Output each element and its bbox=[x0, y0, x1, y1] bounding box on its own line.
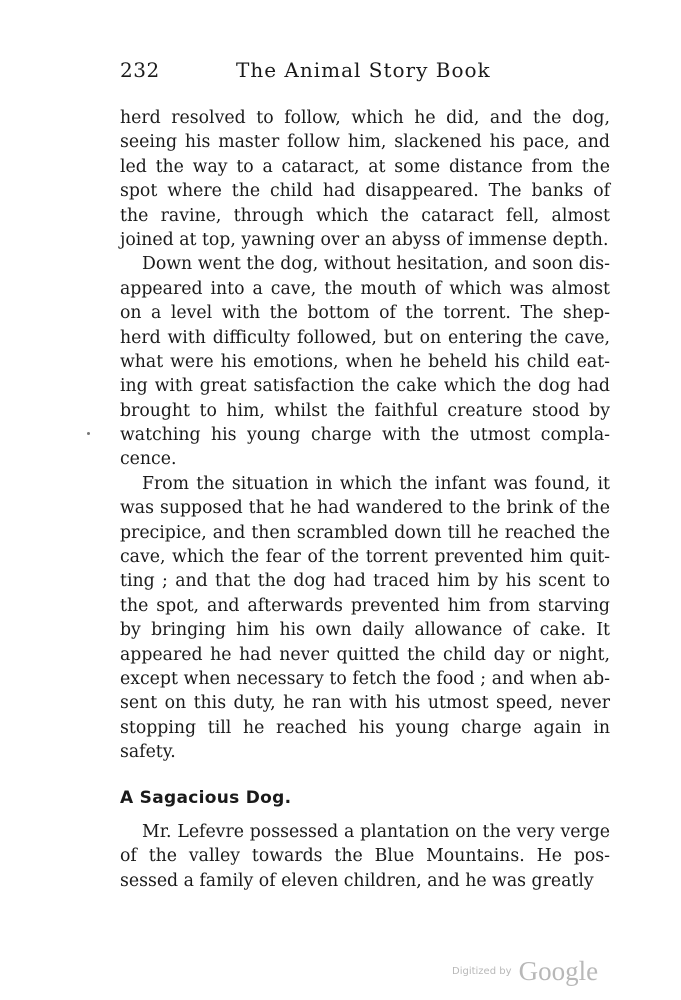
google-logo: Google bbox=[518, 956, 599, 986]
text-line: led the way to a cataract, at some distance from the bbox=[120, 156, 610, 177]
text-line: Down went the dog, without hesitation, and soon dis- bbox=[142, 254, 610, 275]
text-line: the ravine, through which the cataract fell, almost bbox=[120, 205, 610, 226]
text-line: cave, which the fear of the torrent prevented him quit- bbox=[120, 547, 610, 568]
text-line: From the situation in which the infant was found, it bbox=[142, 473, 610, 494]
text-line: sessed a family of eleven children, and he was greatly bbox=[120, 870, 594, 891]
text-line: of the valley towards the Blue Mountains. He pos- bbox=[120, 846, 610, 867]
text-line: herd with difficulty followed, but on entering the cave, bbox=[120, 327, 610, 348]
text-line: precipice, and then scrambled down till he reached the bbox=[120, 522, 610, 543]
text-line: the spot, and afterwards prevented him from starving bbox=[120, 595, 610, 616]
text-line: appeared into a cave, the mouth of which was almost bbox=[120, 278, 610, 299]
text-line: what were his emotions, when he beheld his child eat- bbox=[120, 351, 610, 372]
watermark-prefix: Digitized by bbox=[452, 966, 512, 977]
main-text-block bbox=[120, 106, 610, 765]
text-line: by bringing him his own daily allowance of cake. It bbox=[120, 620, 610, 641]
paragraph bbox=[120, 820, 610, 893]
page-number: 232 bbox=[120, 58, 160, 82]
text-line: spot where the child had disappeared. The banks of bbox=[120, 181, 610, 202]
text-line: brought to him, whilst the faithful creature stood by bbox=[120, 400, 610, 421]
text-line: joined at top, yawning over an abyss of immense depth. bbox=[120, 229, 609, 250]
running-title: The Animal Story Book bbox=[236, 58, 491, 82]
page-header bbox=[120, 58, 610, 88]
text-line: seeing his master follow him, slackened his pace, and bbox=[120, 132, 610, 153]
text-line: sent on this duty, he ran with his utmost speed, never bbox=[120, 693, 610, 714]
paragraph bbox=[120, 472, 610, 765]
text-line: ting ; and that the dog had traced him by his scent to bbox=[120, 571, 610, 592]
text-line: herd resolved to follow, which he did, and the dog, bbox=[120, 108, 610, 128]
digitized-watermark bbox=[452, 956, 598, 987]
text-line: cence. bbox=[120, 449, 177, 470]
text-line: stopping till he reached his young charge again in bbox=[120, 717, 610, 738]
text-line: except when necessary to fetch the food ; and when ab- bbox=[120, 668, 610, 689]
text-line: appeared he had never quitted the child day or night, bbox=[120, 644, 610, 665]
text-line: watching his young charge with the utmost compla- bbox=[120, 425, 610, 446]
text-line: was supposed that he had wandered to the brink of the bbox=[120, 498, 610, 519]
text-line: ing with great satisfaction the cake which the dog had bbox=[120, 376, 610, 397]
section-heading: A Sagacious Dog. bbox=[120, 788, 292, 808]
text-line: safety. bbox=[120, 742, 176, 763]
paragraph bbox=[120, 252, 610, 472]
text-line: Mr. Lefevre possessed a plantation on the very verge bbox=[142, 822, 610, 842]
paragraph bbox=[120, 106, 610, 252]
text-line: on a level with the bottom of the torrent. The shep- bbox=[120, 303, 610, 324]
section-text-block bbox=[120, 820, 610, 893]
scan-speck bbox=[87, 432, 90, 435]
